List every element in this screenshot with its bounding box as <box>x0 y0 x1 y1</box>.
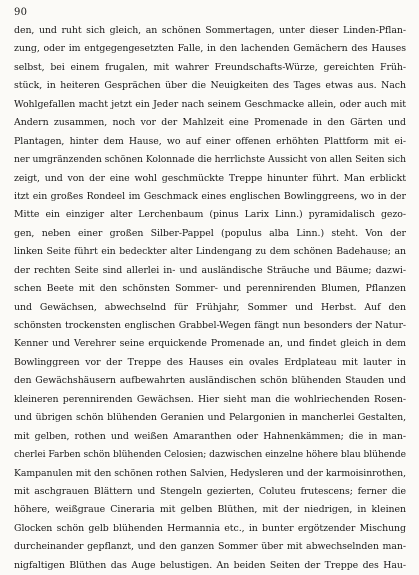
text-line: gen, neben einer großen Silber-Pappel (populus alba Linn.) steht. Von der <box>14 227 406 239</box>
text-line: Andern zusammen, noch vor der Mahlzeit eine Promenade in den Gärten und <box>14 117 406 129</box>
text-line: den, und ruht sich gleich, an schönen Sommertagen, unter dieser Linden-Pflan- <box>14 25 406 36</box>
text-line: zeigt, und von der eine wohl geschmückte Treppe hinunter führt. Man erblickt <box>14 172 406 184</box>
text-line: Wohlgefallen macht jetzt ein Jeder nach seinem Geschmacke allein, oder auch mit <box>14 98 406 110</box>
text-line: stück, in heiteren Gesprächen über die Neuigkeiten des Tages etwas aus. Nach <box>14 80 406 92</box>
text-line: kleineren perennirenden Gewächsen. Hier sieht man die wohlriechenden Rosen- <box>14 393 406 405</box>
text-line: selbst, bei einem frugalen, mit wahrer Freundschafts-Würze, gereichten Früh- <box>14 61 406 73</box>
page-number: 90 <box>14 7 28 18</box>
body-text <box>14 22 406 575</box>
text-line: nigfaltigen Blüthen das Auge belustigen. An beiden Seiten der Treppe des Hau- <box>14 559 406 571</box>
text-line: cherlei Farben schön blühenden Celosien; dazwischen einzelne höhere blau blühende <box>14 450 406 461</box>
text-line: Bowlinggreen vor der Treppe des Hauses ein ovales Erdplateau mit lauter in <box>14 356 406 368</box>
text-line: durcheinander gepflanzt, und den ganzen Sommer über mit abwechselnden man- <box>14 541 406 553</box>
text-line: und Gewächsen, abwechselnd für Frühjahr, Sommer und Herbst. Auf den <box>14 301 406 313</box>
text-line: Plantagen, hinter dem Hause, wo auf einer offenen erhöhten Plattform mit ei- <box>14 135 406 147</box>
text-line: mit gelben, rothen und weißen Amaranthen oder Hahnenkämmen; die in man- <box>14 430 406 442</box>
text-line: zung, oder im entgegengesetzten Falle, in den lachenden Gemächern des Hauses <box>14 43 406 55</box>
text-line: ner umgränzenden schönen Kolonnade die herrlichste Aussicht von allen Seiten sich <box>14 154 406 166</box>
text-line: schönsten trockensten englischen Grabbel-Wegen fängt nun besonders der Natur- <box>14 320 406 331</box>
text-line: schen Beete mit den schönsten Sommer- und perennirenden Blumen, Pflanzen <box>14 283 406 295</box>
text-line: der rechten Seite sind allerlei in- und ausländische Sträuche und Bäume; dazwi- <box>14 264 406 276</box>
text-line: mit aschgrauen Blättern und Stengeln gezierten, Coluteu frutescens; ferner die <box>14 485 406 497</box>
text-line: Kampanulen mit den schönen rothen Salvien, Hedysleren und der karmoisinrothen, <box>14 467 406 479</box>
text-line: Mitte ein einziger alter Lerchenbaum (pinus Larix Linn.) pyramidalisch gezo- <box>14 209 406 221</box>
text-line: linken Seite führt ein bedeckter alter Lindengang zu dem schönen Badehause; an <box>14 246 406 258</box>
text-line: itzt ein großes Rondeel im Geschmack eines englischen Bowlinggreens, wo in der <box>14 190 406 202</box>
text-line: und übrigen schön blühenden Geranien und Pelargonien in mancherlei Gestalten, <box>14 412 406 424</box>
text-line: Kenner und Verehrer seine erquickende Promenade an, und findet gleich in dem <box>14 338 406 350</box>
text-line: Glocken schön gelb blühenden Hermannia etc., in bunter ergötzender Mischung <box>14 522 406 534</box>
text-line: den Gewächshäusern aufbewahrten ausländischen schön blühenden Stauden und <box>14 375 406 387</box>
text-line: höhere, weißgraue Cineraria mit gelben Blüthen, mit der niedrigen, in kleinen <box>14 504 406 516</box>
